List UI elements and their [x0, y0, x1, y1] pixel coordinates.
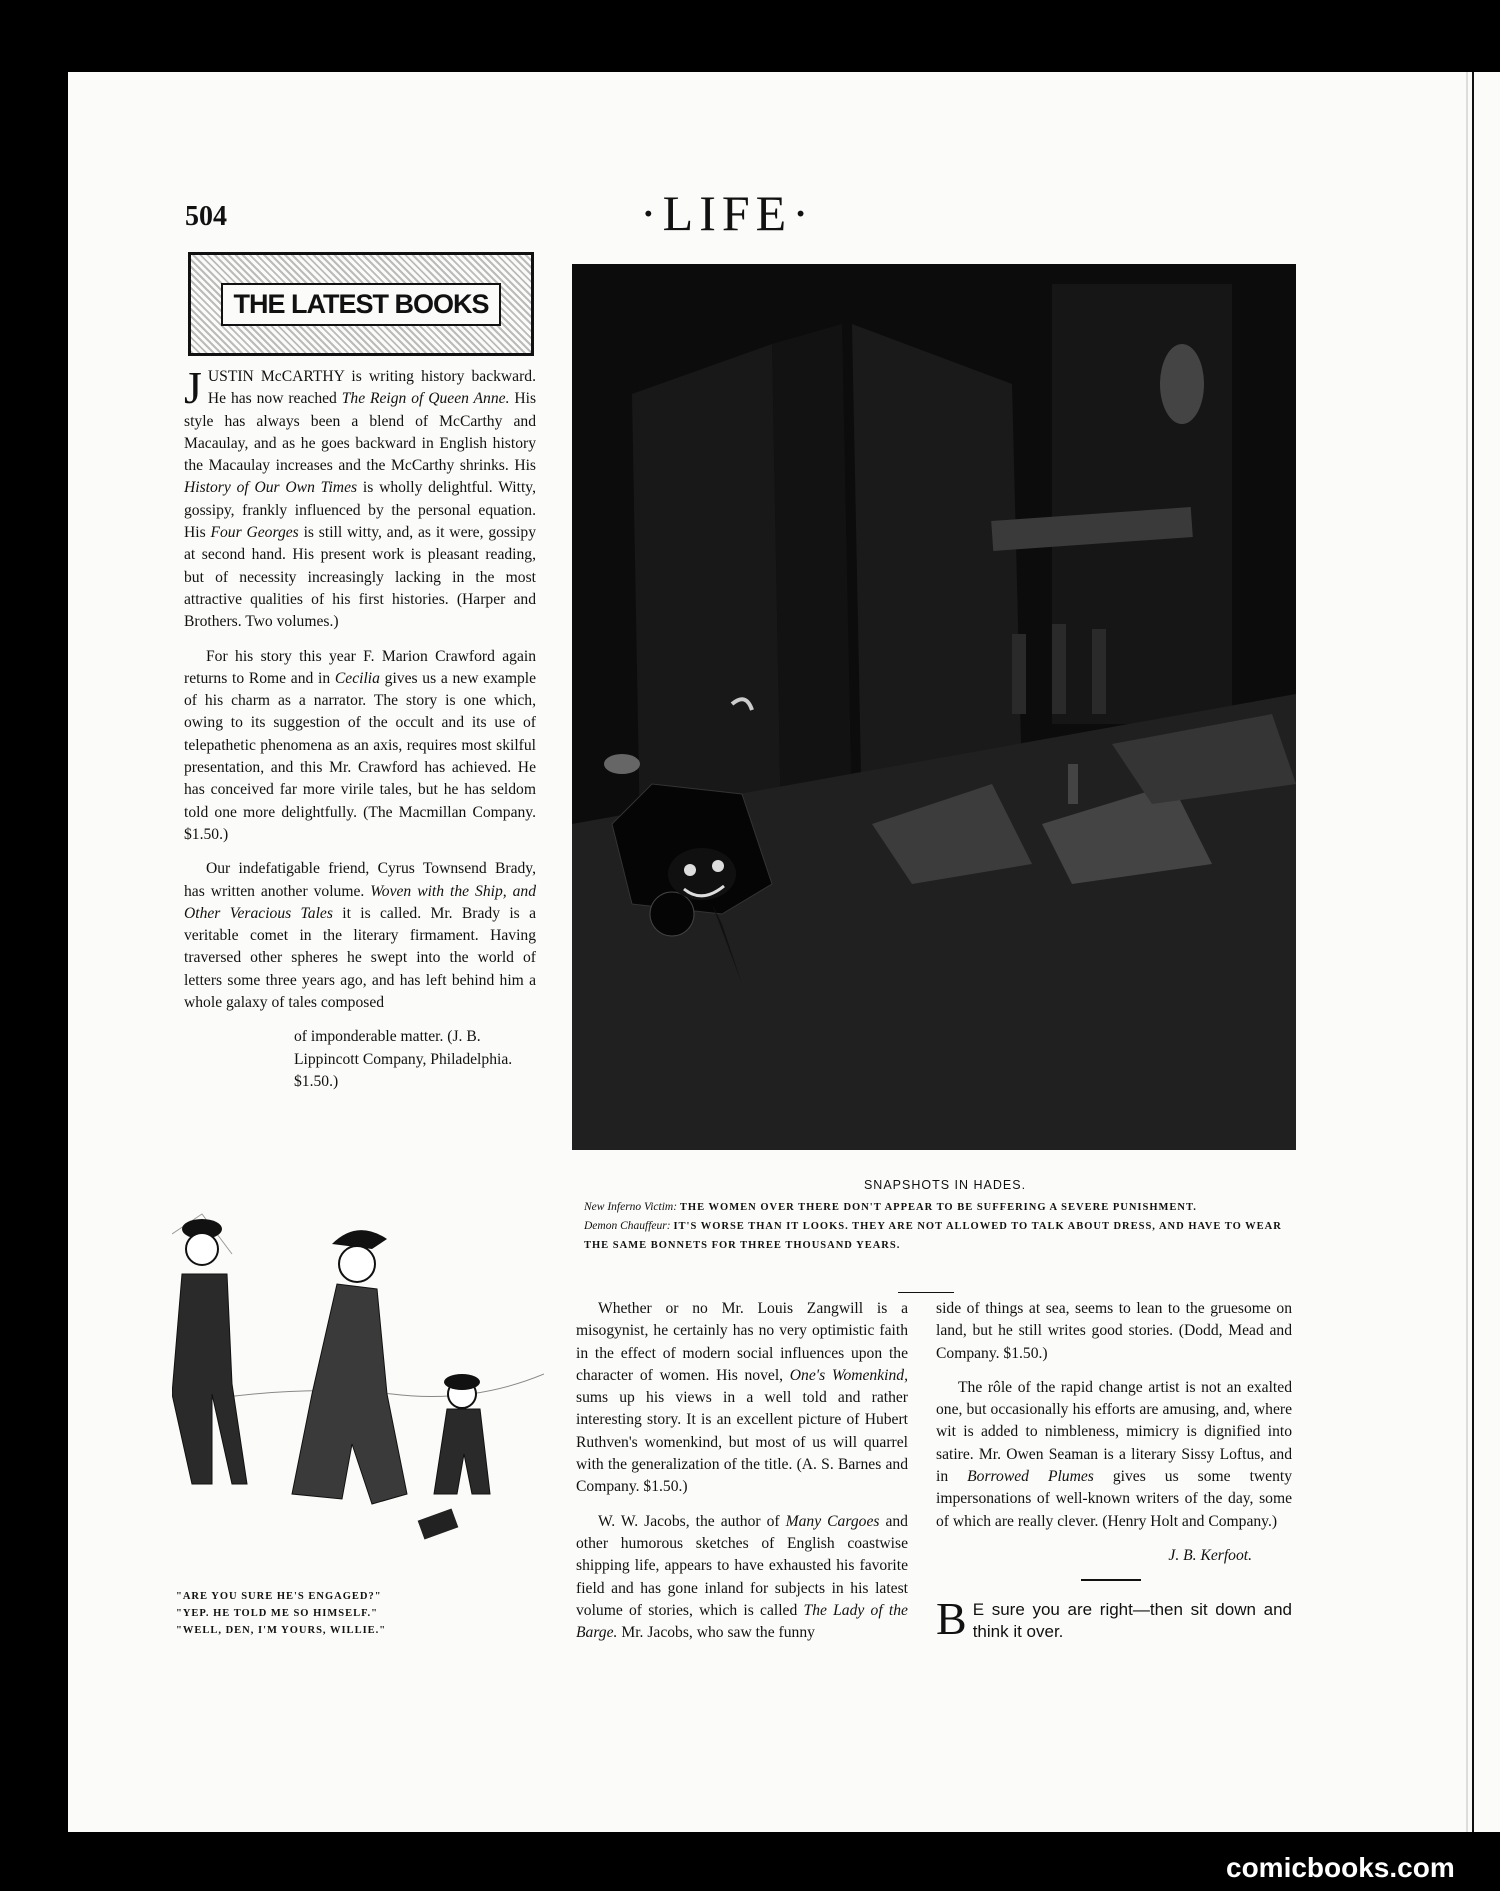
illustration-drawing	[572, 264, 1296, 1150]
aphorism	[936, 1593, 1292, 1645]
speaker-text: THE WOMEN OVER THERE DON'T APPEAR TO BE SUFFERING A SEVERE PUNISHMENT.	[679, 1202, 1197, 1213]
text: The rôle of the rapid change artist is not an exalted one, but occasionally his efforts are amusing, and, where wit is added to nimbleness, mimicry is dignified into satire. Mr. Owen Seaman is a literary Sissy Loftus, and in	[936, 1378, 1292, 1486]
text: is still witty, and, as it were, gossipy at second hand. His present work is pleasant reading, but of necessity increasingly lacking in the most attractive qualities of his first histories. (Harper and Brothers. Two volumes.)	[184, 524, 536, 631]
column-right	[936, 1298, 1292, 1643]
paragraph-zangwill	[576, 1298, 908, 1499]
text: W. W. Jacobs, the author of	[598, 1512, 786, 1530]
text: is wholly delightful. Witty, gossipy, frankly influenced by the personal equation. His	[184, 479, 536, 542]
cartoon-illustration	[172, 1194, 544, 1564]
text: Mr. Jacobs, who saw the funny	[617, 1624, 815, 1642]
text: it is called. Mr. Brady is a veritable comet in the literary firmament. Having traversed other spheres he swept into the world of letters some three years ago, and has left behind him a whole galaxy of tales composed	[184, 904, 536, 1012]
paragraph-jacobs-cont: side of things at sea, seems to lean to the gruesome on land, but he still writes good stories. (Dodd, Mead and Company. $1.50.)	[936, 1300, 1292, 1362]
book-title: Woven with the Ship, and Other Veracious Tales	[184, 882, 536, 922]
cartoon-line-3: "WELL, DEN, I'M YOURS, WILLIE."	[176, 1625, 387, 1636]
page-number: 504	[185, 201, 227, 232]
cartoon-line-1: "ARE YOU SURE HE'S ENGAGED?"	[176, 1591, 382, 1602]
book-title: One's Womenkind,	[789, 1366, 908, 1384]
text: and other humorous sketches of English coastwise shipping life, appears to have exhausted his favorite field and has gone inland for subjects in his latest volume of stories, which is called	[576, 1512, 908, 1619]
speaker-label: Demon Chauffeur:	[584, 1220, 671, 1232]
book-title: Four Georges	[210, 524, 299, 542]
text: USTIN McCARTHY is writing history backward. He has now reached	[207, 368, 536, 408]
book-title: Cecilia	[334, 669, 380, 687]
book-title: The Reign of Queen Anne.	[341, 390, 510, 408]
caption-line-2	[584, 1217, 1296, 1255]
latest-books-banner	[188, 252, 534, 356]
text: His style has always been a blend of McCarthy and Macaulay, and as he goes backward in English history the Macaulay increases and the McCarthy shrinks. His	[184, 390, 537, 475]
drop-cap: J	[184, 362, 202, 413]
cartoon-drawing	[172, 1194, 544, 1564]
text: Whether or no Mr. Louis Zangwill is a misogynist, he certainly has no very optimistic faith in the effect of modern social influences upon the character of women. His novel,	[576, 1300, 908, 1384]
separator	[1081, 1579, 1141, 1581]
book-title: Borrowed Plumes	[967, 1468, 1094, 1486]
book-title: Many Cargoes	[785, 1512, 880, 1530]
divider-rule	[898, 1292, 954, 1293]
paragraph-crawford	[184, 646, 536, 847]
text: Our indefatigable friend, Cyrus Townsend Brady, has written another volume.	[184, 860, 536, 900]
text: For his story this year F. Marion Crawford again returns to Rome and in	[184, 647, 536, 687]
site-watermark: comicbooks.com	[1226, 1852, 1455, 1883]
text: gives us some twenty impersonations of well-known writers of the day, some of which are really clever. (Henry Holt and Company.)	[936, 1468, 1293, 1530]
speaker-text: IT'S WORSE THAN IT LOOKS. THEY ARE NOT ALLOWED TO TALK ABOUT DRESS, AND HAVE TO WEAR THE SAME BONNETS FOR THREE THOUSAND YEARS.	[584, 1221, 1282, 1251]
illustration-caption	[584, 1198, 1296, 1255]
masthead: ·LIFE·	[640, 185, 815, 241]
paragraph-brady-end: of imponderable matter. (J. B. Lippincott Company, Philadelphia. $1.50.)	[294, 1028, 513, 1090]
hades-illustration	[572, 264, 1296, 1150]
book-title: The Lady of the Barge.	[576, 1601, 908, 1642]
banner-title: THE LATEST BOOKS	[221, 283, 500, 326]
book-title: History of Our Own Times	[184, 479, 358, 497]
illustration-title: SNAPSHOTS IN HADES.	[863, 1178, 1027, 1192]
column-left	[184, 362, 537, 1105]
speaker-label: New Inferno Victim:	[584, 1201, 678, 1213]
cartoon-line-2: "YEP. HE TOLD ME SO HIMSELF."	[176, 1608, 378, 1619]
cartoon-caption	[176, 1588, 406, 1639]
column-middle	[576, 1298, 908, 1656]
caption-line-1	[584, 1198, 1296, 1217]
text: gives us a new example of his charm as a narrator. The story is one which, owing to its suggestion of the occult and its use of telepathetic phenomena as an axis, requires most skilful presentation, and this Mr. Crawford has achieved. He has conceived far more virile tales, but he has seldom told one more delightfully. (The Macmillan Company. $1.50.)	[184, 669, 536, 843]
next-page-edge	[1466, 72, 1500, 1832]
signature: J. B. Kerfoot.	[1168, 1546, 1252, 1564]
paragraph-mccarthy	[184, 362, 537, 634]
drop-cap: B	[936, 1593, 967, 1645]
paragraph-seaman	[936, 1377, 1292, 1533]
aphorism-text: E sure you are right—then sit down and think it over.	[972, 1600, 1292, 1642]
paragraph-jacobs	[576, 1511, 908, 1645]
paragraph-brady	[184, 858, 536, 1014]
text: sums up his views in a well told and rather interesting story. It is an excellent picture of Hubert Ruthven's womenkind, but most of us will quarrel with the generalization of the title. (A. S. Barnes and Company. $1.50.)	[576, 1389, 908, 1496]
